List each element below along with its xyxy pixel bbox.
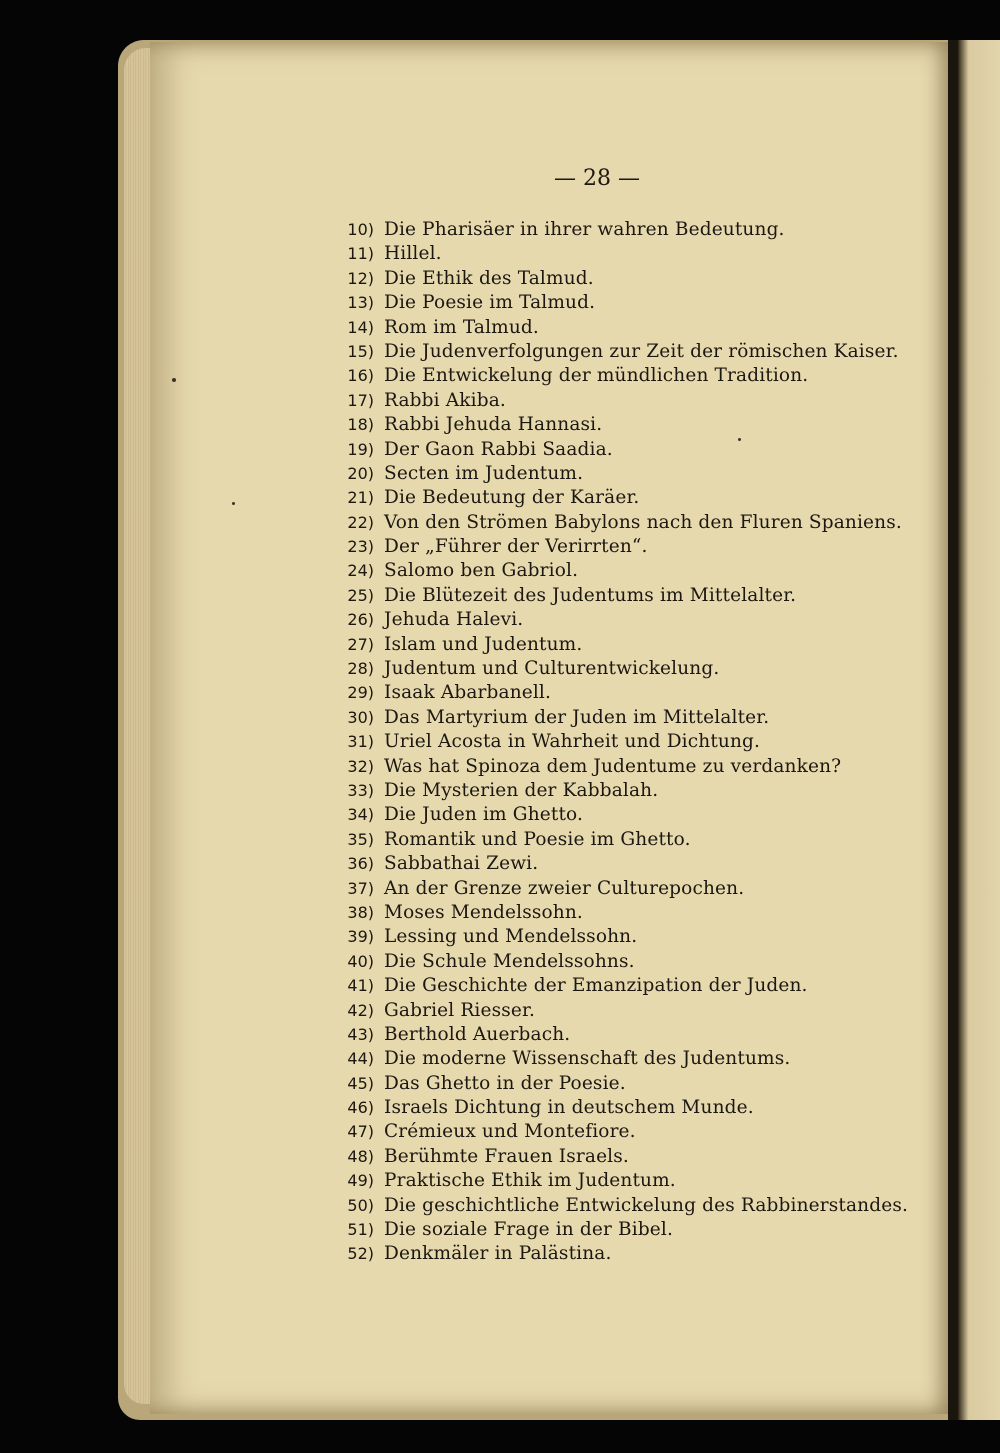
item-title: Die Judenverfolgungen zur Zeit der römischen Kaiser. [384, 340, 899, 362]
item-number: 26) [347, 610, 374, 630]
ink-speck [232, 502, 235, 505]
item-number: 18) [347, 415, 374, 435]
item-title: Uriel Acosta in Wahrheit und Dichtung. [384, 731, 761, 753]
item-number: 10) [347, 220, 374, 239]
list-item [322, 804, 902, 828]
list-item [322, 243, 902, 267]
item-title: Die Pharisäer in ihrer wahren Bedeutung. [384, 219, 785, 240]
list-item [322, 1121, 902, 1145]
list-item [322, 1048, 902, 1072]
list-item [322, 365, 902, 389]
list-item [322, 658, 902, 682]
list-item [322, 1219, 902, 1243]
item-title: Berühmte Frauen Israels. [384, 1145, 629, 1167]
item-number: 11) [347, 244, 374, 264]
list-item [322, 634, 902, 658]
list-item [322, 1170, 902, 1194]
item-title: Gabriel Riesser. [384, 999, 535, 1021]
item-number: 36) [347, 854, 374, 874]
item-title: Der Gaon Rabbi Saadia. [384, 438, 613, 460]
list-item [322, 219, 902, 243]
item-title: Berthold Auerbach. [384, 1023, 571, 1045]
item-number: 45) [347, 1073, 374, 1093]
item-title: Hillel. [384, 243, 442, 265]
list-item [322, 853, 902, 877]
item-title: Die Juden im Ghetto. [384, 804, 584, 826]
list-item [322, 414, 902, 438]
item-title: Judentum und Culturentwickelung. [384, 658, 720, 680]
item-title: Was hat Spinoza dem Judentume zu verdanken? [384, 755, 842, 777]
list-item [322, 1024, 902, 1048]
item-title: Die Entwickelung der mündlichen Tradition. [384, 365, 809, 387]
item-number: 49) [347, 1171, 374, 1191]
list-item [322, 341, 902, 365]
list-item [322, 951, 902, 975]
list-item [322, 609, 902, 633]
item-number: 43) [347, 1024, 374, 1044]
list-item [322, 878, 902, 902]
item-title: Jehuda Halevi. [384, 609, 524, 631]
item-title: Die Blütezeit des Judentums im Mittelalter. [384, 584, 797, 606]
item-number: 34) [347, 805, 374, 825]
item-number: 42) [347, 1000, 374, 1020]
item-number: 40) [347, 951, 374, 971]
item-number: 31) [347, 732, 374, 752]
ink-speck [172, 378, 176, 382]
item-title: Israels Dichtung in deutschem Munde. [384, 1097, 754, 1119]
list-item [322, 1000, 902, 1024]
list-item [322, 585, 902, 609]
item-number: 44) [347, 1049, 374, 1069]
list-item [322, 1073, 902, 1097]
item-title: Die Bedeutung der Karäer. [384, 487, 640, 509]
item-number: 35) [347, 829, 374, 849]
item-number: 41) [347, 976, 374, 996]
item-number: 17) [347, 390, 374, 410]
list-item [322, 536, 902, 560]
item-title: Rabbi Akiba. [384, 389, 506, 411]
item-title: Die Ethik des Talmud. [384, 267, 594, 289]
list-item [322, 731, 902, 755]
item-title: Romantik und Poesie im Ghetto. [384, 828, 691, 850]
list-item [322, 487, 902, 511]
list-item [322, 1097, 902, 1121]
facing-page [958, 40, 1000, 1420]
item-number: 14) [347, 317, 374, 337]
item-number: 27) [347, 634, 374, 654]
item-number: 47) [347, 1122, 374, 1142]
list-item [322, 439, 902, 463]
item-number: 29) [347, 683, 374, 703]
item-number: 25) [347, 585, 374, 605]
item-number: 32) [347, 756, 374, 776]
page-edges [124, 48, 150, 1404]
item-title: Die geschichtliche Entwickelung des Rabbinerstandes. [384, 1194, 908, 1216]
item-title: Die soziale Frage in der Bibel. [384, 1219, 674, 1241]
page-number: — 28 — [554, 166, 640, 191]
list-item [322, 512, 902, 536]
item-title: Die Poesie im Talmud. [384, 292, 596, 314]
list-item [322, 1194, 908, 1219]
list-item [322, 1243, 902, 1267]
list-item [322, 780, 902, 804]
item-number: 39) [347, 927, 374, 947]
item-number: 28) [347, 659, 374, 679]
list-item [322, 268, 902, 292]
item-number: 15) [347, 341, 374, 361]
item-number: 48) [347, 1146, 374, 1166]
item-number: 13) [347, 293, 374, 313]
item-title: Von den Strömen Babylons nach den Fluren Spaniens. [384, 511, 902, 533]
item-number: 19) [347, 439, 374, 459]
item-title: Secten im Judentum. [384, 462, 584, 484]
item-number: 52) [347, 1244, 374, 1264]
list-item [322, 317, 902, 341]
item-title: An der Grenze zweier Culturepochen. [384, 877, 745, 899]
item-number: 37) [347, 878, 374, 898]
list-item [322, 902, 902, 926]
item-title: Praktische Ethik im Judentum. [384, 1170, 676, 1192]
list-item [322, 1146, 902, 1170]
item-number: 22) [347, 512, 374, 532]
list-item [322, 707, 902, 731]
item-title: Denkmäler in Palästina. [384, 1243, 612, 1265]
item-title: Das Martyrium der Juden im Mittelalter. [384, 706, 770, 728]
contents-list [322, 219, 908, 1268]
item-title: Rabbi Jehuda Hannasi. [384, 414, 603, 436]
item-title: Isaak Abarbanell. [384, 682, 552, 704]
item-title: Salomo ben Gabriol. [384, 560, 579, 582]
list-item [322, 682, 902, 706]
item-title: Rom im Talmud. [384, 316, 539, 338]
list-item [322, 926, 902, 950]
item-title: Die Mysterien der Kabbalah. [384, 779, 659, 801]
item-title: Das Ghetto in der Poesie. [384, 1072, 626, 1094]
item-number: 23) [347, 537, 374, 557]
item-number: 16) [347, 366, 374, 386]
list-item [322, 390, 902, 414]
list-item [322, 560, 902, 584]
item-title: Moses Mendelssohn. [384, 901, 583, 923]
list-item [322, 463, 902, 487]
item-number: 21) [347, 488, 374, 508]
item-title: Die moderne Wissenschaft des Judentums. [384, 1048, 791, 1070]
item-title: Lessing und Mendelssohn. [384, 926, 638, 948]
list-item [322, 975, 902, 999]
list-item [322, 756, 902, 780]
item-number: 12) [347, 268, 374, 288]
item-title: Islam und Judentum. [384, 633, 583, 655]
item-number: 51) [347, 1220, 374, 1240]
item-title: Die Geschichte der Emanzipation der Juden. [384, 975, 808, 997]
item-number: 30) [347, 707, 374, 727]
item-number: 33) [347, 780, 374, 800]
item-number: 46) [347, 1098, 374, 1118]
item-number: 20) [347, 463, 374, 483]
item-title: Crémieux und Montefiore. [384, 1121, 636, 1143]
item-number: 24) [347, 561, 374, 581]
item-title: Die Schule Mendelssohns. [384, 950, 635, 972]
item-number: 50) [347, 1195, 374, 1215]
list-item [322, 292, 902, 316]
list-item [322, 829, 902, 853]
item-title: Der „Führer der Verirrten“. [384, 536, 648, 558]
item-title: Sabbathai Zewi. [384, 853, 539, 875]
item-number: 38) [347, 902, 374, 922]
